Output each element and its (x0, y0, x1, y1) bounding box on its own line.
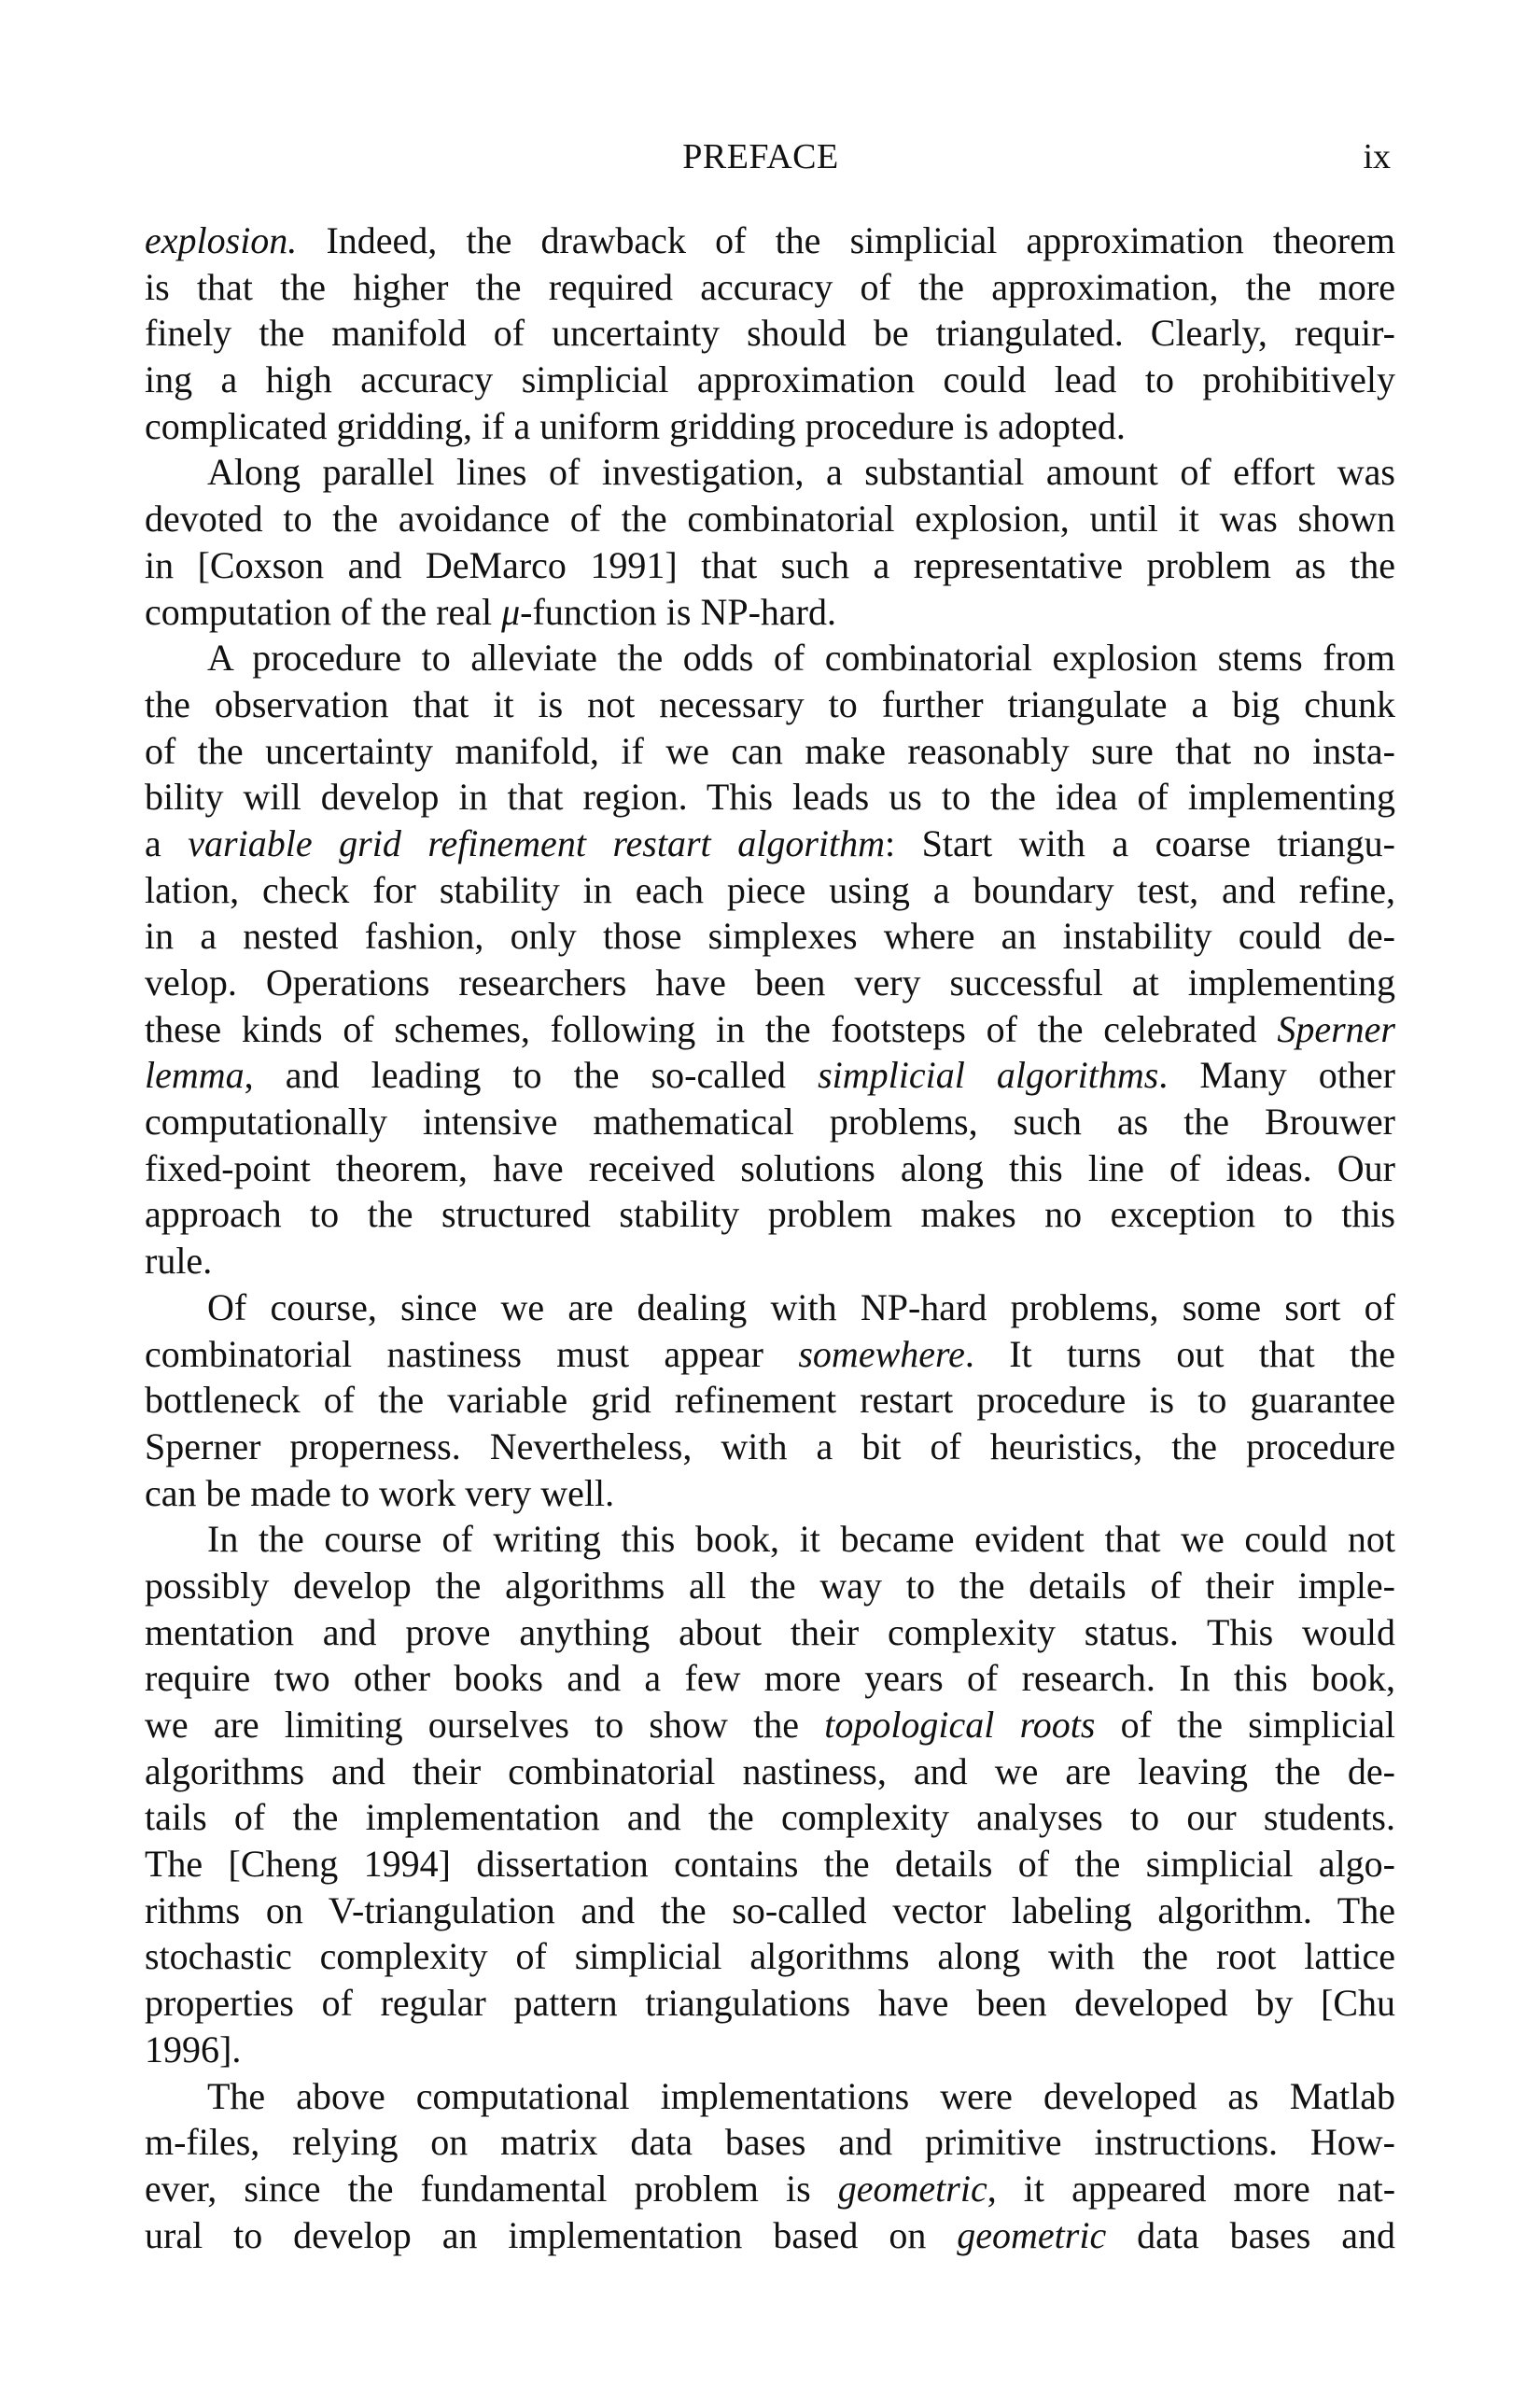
text-line-content (145, 589, 1395, 636)
text-line (145, 1377, 1395, 1424)
text-line (145, 1933, 1395, 1980)
text-segment: 1996]. (145, 2028, 242, 2070)
text-line-content (145, 310, 1395, 357)
text-line (145, 728, 1395, 775)
text-segment: . Many other (1158, 1054, 1395, 1097)
text-line (145, 1052, 1395, 1099)
text-segment: , and leading to the so-called (244, 1054, 819, 1097)
text-segment: -function is NP-hard. (520, 590, 836, 633)
text-line (145, 1841, 1395, 1888)
text-line-content (145, 1563, 1395, 1609)
text-line-content (145, 542, 1395, 589)
text-line-content (145, 1933, 1395, 1980)
text-line (145, 2073, 1395, 2120)
emphasized-text: simplicial algorithms (818, 1054, 1159, 1097)
emphasized-text: lemma (145, 1054, 245, 1097)
text-line-content (145, 960, 1395, 1006)
text-line-content (145, 728, 1395, 775)
text-line-content (145, 1516, 1395, 1563)
text-line (145, 867, 1395, 914)
text-line (145, 1609, 1395, 1656)
text-segment: A procedure to alleviate the odds of combinatorial explosion stems from (207, 637, 1395, 680)
emphasized-text: Sperner (1277, 1007, 1395, 1050)
text-line (145, 1145, 1395, 1192)
text-segment: computation of the real (145, 590, 502, 633)
text-line-content (145, 2212, 1395, 2259)
text-line (145, 1099, 1395, 1145)
text-line (145, 1516, 1395, 1563)
text-line (145, 496, 1395, 542)
text-line (145, 589, 1395, 636)
text-line (145, 264, 1395, 311)
text-line (145, 218, 1395, 264)
text-segment: rule. (145, 1240, 213, 1283)
text-line-content (145, 1655, 1395, 1702)
text-segment: bility will develop in that region. This leads us to the idea of implementing (145, 776, 1395, 819)
text-line-content (145, 1702, 1395, 1748)
text-line-content (145, 1424, 1395, 1470)
text-segment: a (145, 821, 189, 864)
text-line-content (145, 1377, 1395, 1424)
text-line (145, 913, 1395, 960)
text-segment: complicated gridding, if a uniform gridding procedure is adopted. (145, 404, 1126, 447)
text-line-content (145, 774, 1395, 821)
text-segment: of the simplicial (1095, 1704, 1396, 1746)
text-segment: Along parallel lines of investigation, a substantial amount of effort was (207, 451, 1395, 494)
emphasized-text: geometric (837, 2167, 987, 2210)
text-segment: devoted to the avoidance of the combinatorial explosion, until it was shown (145, 498, 1395, 540)
text-segment: is that the higher the required accuracy of the approximation, the more (145, 265, 1395, 308)
running-head (145, 135, 1395, 178)
text-line-content (145, 1006, 1395, 1053)
text-segment: tails of the implementation and the complexity analyses to our students. (145, 1796, 1395, 1839)
text-segment: we are limiting ourselves to show the (145, 1704, 825, 1746)
text-segment: ural to develop an implementation based on (145, 2213, 958, 2256)
text-line-content (145, 2073, 1395, 2120)
text-segment: lation, check for stability in each piece using a boundary test, and refine, (145, 868, 1395, 911)
text-segment: these kinds of schemes, following in the footsteps of the celebrated (145, 1007, 1278, 1050)
text-line (145, 2027, 1395, 2073)
text-line (145, 681, 1395, 728)
text-line-content (145, 2119, 1395, 2166)
text-line-content (145, 1841, 1395, 1888)
text-segment: data bases and (1106, 2213, 1395, 2256)
text-line-content (145, 913, 1395, 960)
text-segment: can be made to work very well. (145, 1471, 615, 1514)
text-line (145, 1888, 1395, 1934)
text-line (145, 357, 1395, 403)
text-segment: require two other books and a few more years of research. In this book, (145, 1657, 1395, 1700)
text-line (145, 2119, 1395, 2166)
text-line (145, 2166, 1395, 2212)
text-line-content (145, 635, 1395, 681)
text-segment: The [Cheng 1994] dissertation contains the details of the simplicial algo- (145, 1843, 1395, 1886)
text-line (145, 2212, 1395, 2259)
emphasized-text: explosion. (145, 219, 298, 261)
text-line-content (145, 681, 1395, 728)
text-segment: in [Coxson and DeMarco 1991] that such a representative problem as the (145, 543, 1395, 586)
text-segment: finely the manifold of uncertainty should be triangulated. Clearly, requir- (145, 312, 1395, 355)
text-segment: . It turns out that the (964, 1332, 1395, 1375)
text-line-content (145, 1470, 1395, 1517)
text-segment: m-files, relying on matrix data bases and primitive instructions. How- (145, 2121, 1395, 2164)
text-line-content (145, 449, 1395, 496)
emphasized-text: variable grid refinement restart algorithm (188, 821, 885, 864)
text-line (145, 1284, 1395, 1331)
emphasized-text: geometric (957, 2213, 1107, 2256)
text-line (145, 310, 1395, 357)
text-segment: ing a high accuracy simplicial approximation could lead to prohibitively (145, 358, 1395, 401)
emphasized-text: μ (501, 590, 521, 633)
text-line-content (145, 1284, 1395, 1331)
text-line-content (145, 2166, 1395, 2212)
text-segment: approach to the structured stability problem makes no exception to this (145, 1193, 1395, 1236)
text-line-content (145, 1052, 1395, 1099)
text-segment: Indeed, the drawback of the simplicial approximation theorem (297, 219, 1395, 261)
text-segment: ever, since the fundamental problem is (145, 2167, 838, 2210)
text-line (145, 1980, 1395, 2027)
text-segment: In the course of writing this book, it became evident that we could not (207, 1518, 1395, 1561)
text-line-content (145, 867, 1395, 914)
text-segment: velop. Operations researchers have been very successful at implementing (145, 961, 1395, 1004)
text-line-content (145, 1888, 1395, 1934)
text-segment: stochastic complexity of simplicial algorithms along with the root lattice (145, 1935, 1395, 1978)
text-line-content (145, 218, 1395, 264)
text-line (145, 635, 1395, 681)
text-segment: : Start with a coarse triangu- (885, 821, 1395, 864)
text-segment: of the uncertainty manifold, if we can make reasonably sure that no insta- (145, 729, 1395, 772)
text-line-content (145, 1794, 1395, 1841)
text-line-content (145, 821, 1395, 867)
text-line-content (145, 1238, 1395, 1284)
text-segment: computationally intensive mathematical problems, such as the Brouwer (145, 1101, 1395, 1144)
preface-body-text (145, 218, 1395, 2258)
text-segment: in a nested fashion, only those simplexes where an instability could de- (145, 915, 1395, 958)
text-segment: algorithms and their combinatorial nastiness, and we are leaving the de- (145, 1749, 1395, 1792)
text-line-content (145, 1191, 1395, 1238)
emphasized-text: somewhere (798, 1332, 965, 1375)
text-line-content (145, 1609, 1395, 1656)
text-line (145, 1238, 1395, 1284)
text-segment: bottleneck of the variable grid refinement restart procedure is to guarantee (145, 1379, 1395, 1422)
emphasized-text: topological roots (824, 1704, 1096, 1746)
text-line-content (145, 1331, 1395, 1378)
text-line (145, 960, 1395, 1006)
text-segment: properties of regular pattern triangulations have been developed by [Chu (145, 1982, 1395, 2025)
text-segment: possibly develop the algorithms all the way to the details of their imple- (145, 1564, 1395, 1607)
text-line (145, 774, 1395, 821)
text-line-content (145, 1980, 1395, 2027)
running-title: PREFACE (682, 137, 839, 176)
text-line-content (145, 1748, 1395, 1795)
text-line (145, 449, 1395, 496)
text-line-content (145, 264, 1395, 311)
text-line (145, 1470, 1395, 1517)
text-line-content (145, 496, 1395, 542)
text-segment: the observation that it is not necessary to further triangulate a big chunk (145, 682, 1395, 725)
text-line (145, 403, 1395, 450)
text-line (145, 821, 1395, 867)
text-line-content (145, 1145, 1395, 1192)
text-line (145, 1424, 1395, 1470)
text-segment: The above computational implementations were developed as Matlab (207, 2074, 1395, 2117)
text-line (145, 1794, 1395, 1841)
text-segment: combinatorial nastiness must appear (145, 1332, 799, 1375)
text-segment: rithms on V-triangulation and the so-called vector labeling algorithm. The (145, 1888, 1395, 1931)
text-line-content (145, 1099, 1395, 1145)
text-line-content (145, 403, 1395, 450)
text-line (145, 542, 1395, 589)
text-line (145, 1191, 1395, 1238)
text-line (145, 1702, 1395, 1748)
page-number: ix (1363, 137, 1391, 176)
text-line-content (145, 357, 1395, 403)
text-segment: fixed-point theorem, have received solutions along this line of ideas. Our (145, 1146, 1395, 1189)
text-line (145, 1563, 1395, 1609)
text-segment: , it appeared more nat- (987, 2167, 1396, 2210)
text-line (145, 1655, 1395, 1702)
text-line-content (145, 2027, 1395, 2073)
text-segment: Of course, since we are dealing with NP-hard problems, some sort of (207, 1285, 1395, 1328)
text-line (145, 1331, 1395, 1378)
text-line (145, 1748, 1395, 1795)
text-segment: Sperner properness. Nevertheless, with a bit of heuristics, the procedure (145, 1425, 1395, 1467)
text-line (145, 1006, 1395, 1053)
text-segment: mentation and prove anything about their complexity status. This would (145, 1610, 1395, 1653)
